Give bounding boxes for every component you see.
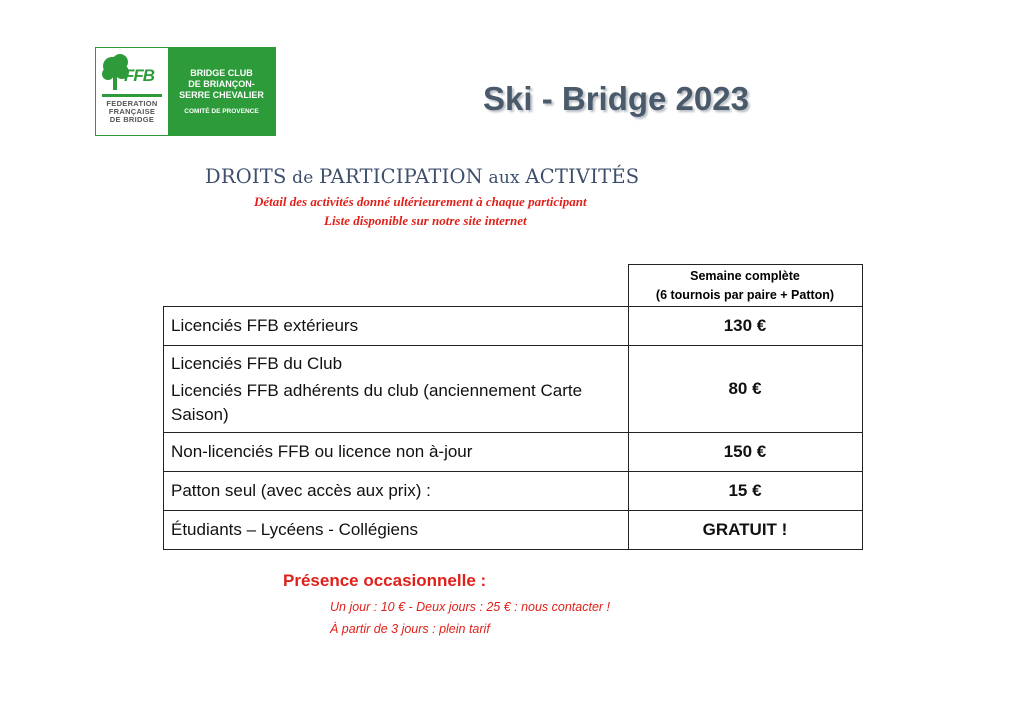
ffb-logo-text: FFB	[124, 66, 155, 85]
header-line: (6 tournois par paire + Patton)	[655, 287, 835, 302]
website-note: Liste disponible sur notre site internet	[324, 213, 527, 228]
club-line: DE BRIANÇON-	[188, 79, 255, 89]
column-header	[628, 265, 862, 307]
row-price: 80 €	[628, 346, 862, 433]
table-row	[164, 433, 863, 472]
activities-note: Détail des activités donné ultérieurement à chaque participant	[254, 194, 587, 209]
table-header-row	[164, 265, 863, 307]
row-label: Étudiants – Lycéens - Collégiens	[164, 511, 629, 550]
federation-line: FEDERATION	[106, 99, 158, 108]
label-line: Licenciés FFB du Club	[171, 353, 343, 373]
club-line: BRIDGE CLUB	[190, 68, 253, 78]
row-label	[164, 346, 629, 433]
row-price: 15 €	[628, 472, 862, 511]
row-price: 130 €	[628, 307, 862, 346]
federation-line: FRANÇAISE	[108, 107, 156, 116]
heading-word: PARTICIPATION	[319, 165, 483, 188]
section-heading	[205, 165, 639, 188]
federation-line: DE BRIDGE	[109, 115, 155, 124]
row-label: Patton seul (avec accès aux prix) :	[164, 472, 629, 511]
occasional-pricing: Un jour : 10 € - Deux jours : 25 € : nous contacter !	[330, 600, 611, 614]
row-label: Non-licenciés FFB ou licence non à-jour	[164, 433, 629, 472]
row-price: 150 €	[628, 433, 862, 472]
table-row	[164, 346, 863, 433]
occasional-rule: À partir de 3 jours : plein tarif	[330, 622, 490, 636]
heading-word: ACTIVITÉS	[525, 165, 640, 188]
heading-word: DROITS	[205, 165, 287, 188]
table-row	[164, 472, 863, 511]
table-corner	[164, 265, 629, 307]
page-title: Ski - Bridge 2023	[483, 80, 749, 117]
comite-label: COMITÉ DE PROVENCE	[184, 108, 259, 115]
table-row	[164, 307, 863, 346]
row-price: GRATUIT !	[628, 511, 862, 550]
pricing-table	[163, 264, 863, 550]
heading-word: de	[286, 168, 320, 188]
club-line: SERRE CHEVALIER	[179, 90, 264, 100]
label-line: Licenciés FFB adhérents du club (anciennement Carte Saison)	[171, 380, 583, 424]
occasional-title: Présence occasionnelle :	[283, 571, 487, 590]
header-line: Semaine complète	[690, 268, 800, 283]
table-row	[164, 511, 863, 550]
heading-word: aux	[482, 168, 526, 188]
row-label: Licenciés FFB extérieurs	[164, 307, 629, 346]
